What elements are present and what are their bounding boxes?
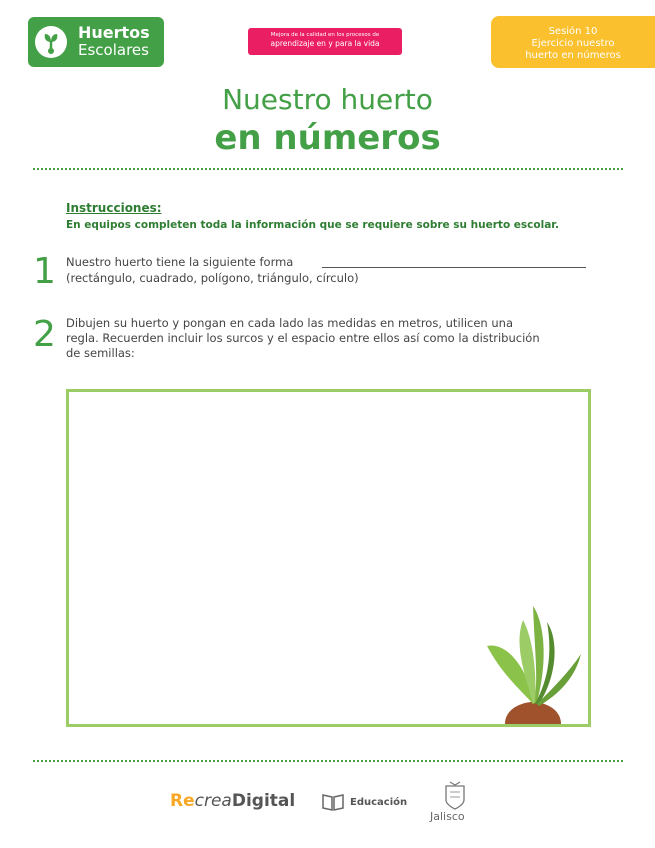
question-1-options: (rectángulo, cuadrado, polígono, triángulo, círculo): [66, 271, 359, 285]
book-icon: [322, 793, 344, 811]
program-badge: [248, 28, 402, 55]
instructions-heading: Instrucciones:: [66, 201, 162, 215]
logo-title: Huertos: [78, 23, 150, 42]
bottom-divider: [33, 760, 623, 762]
recrea-re: Re: [170, 791, 195, 811]
question-1-number: 1: [33, 251, 56, 292]
session-title-1: Ejercicio nuestro: [531, 38, 615, 49]
drawing-area[interactable]: [66, 389, 591, 727]
question-1-text: Nuestro huerto tiene la siguiente forma: [66, 255, 294, 269]
education-logo: Educación: [350, 797, 408, 808]
question-2-line-1: Dibujen su huerto y pongan en cada lado las medidas en metros, utilicen una: [66, 316, 513, 330]
recrea-crea: crea: [194, 791, 232, 811]
sprout-icon: [35, 26, 67, 58]
recrea-digital-logo: [170, 790, 295, 812]
session-number: Sesión 10: [548, 26, 598, 37]
logo-subtitle: Escolares: [78, 41, 149, 59]
recrea-digital: Digital: [231, 791, 296, 811]
session-title-2: huerto en números: [525, 50, 621, 61]
huertos-escolares-logo: [28, 17, 164, 67]
question-2-line-2: regla. Recuerden incluir los surcos y el espacio entre ellos así como la distribución: [66, 331, 540, 345]
plant-illustration: [483, 596, 583, 724]
page-title-line-2: en números: [214, 118, 441, 158]
instructions-text: En equipos completen toda la información que se requiere sobre su huerto escolar.: [66, 219, 559, 231]
top-divider: [33, 168, 623, 170]
question-2-number: 2: [33, 314, 56, 355]
crest-icon: [442, 780, 468, 810]
answer-blank-line[interactable]: [322, 267, 586, 268]
question-2-line-3: de semillas:: [66, 346, 135, 360]
session-tag: [491, 16, 655, 68]
badge-line-1: Mejora de la calidad en los procesos de: [270, 32, 380, 38]
page-title-line-1: Nuestro huerto: [222, 83, 433, 116]
badge-line-2: aprendizaje en y para la vida: [270, 39, 380, 48]
jalisco-logo: Jalisco: [430, 810, 465, 823]
